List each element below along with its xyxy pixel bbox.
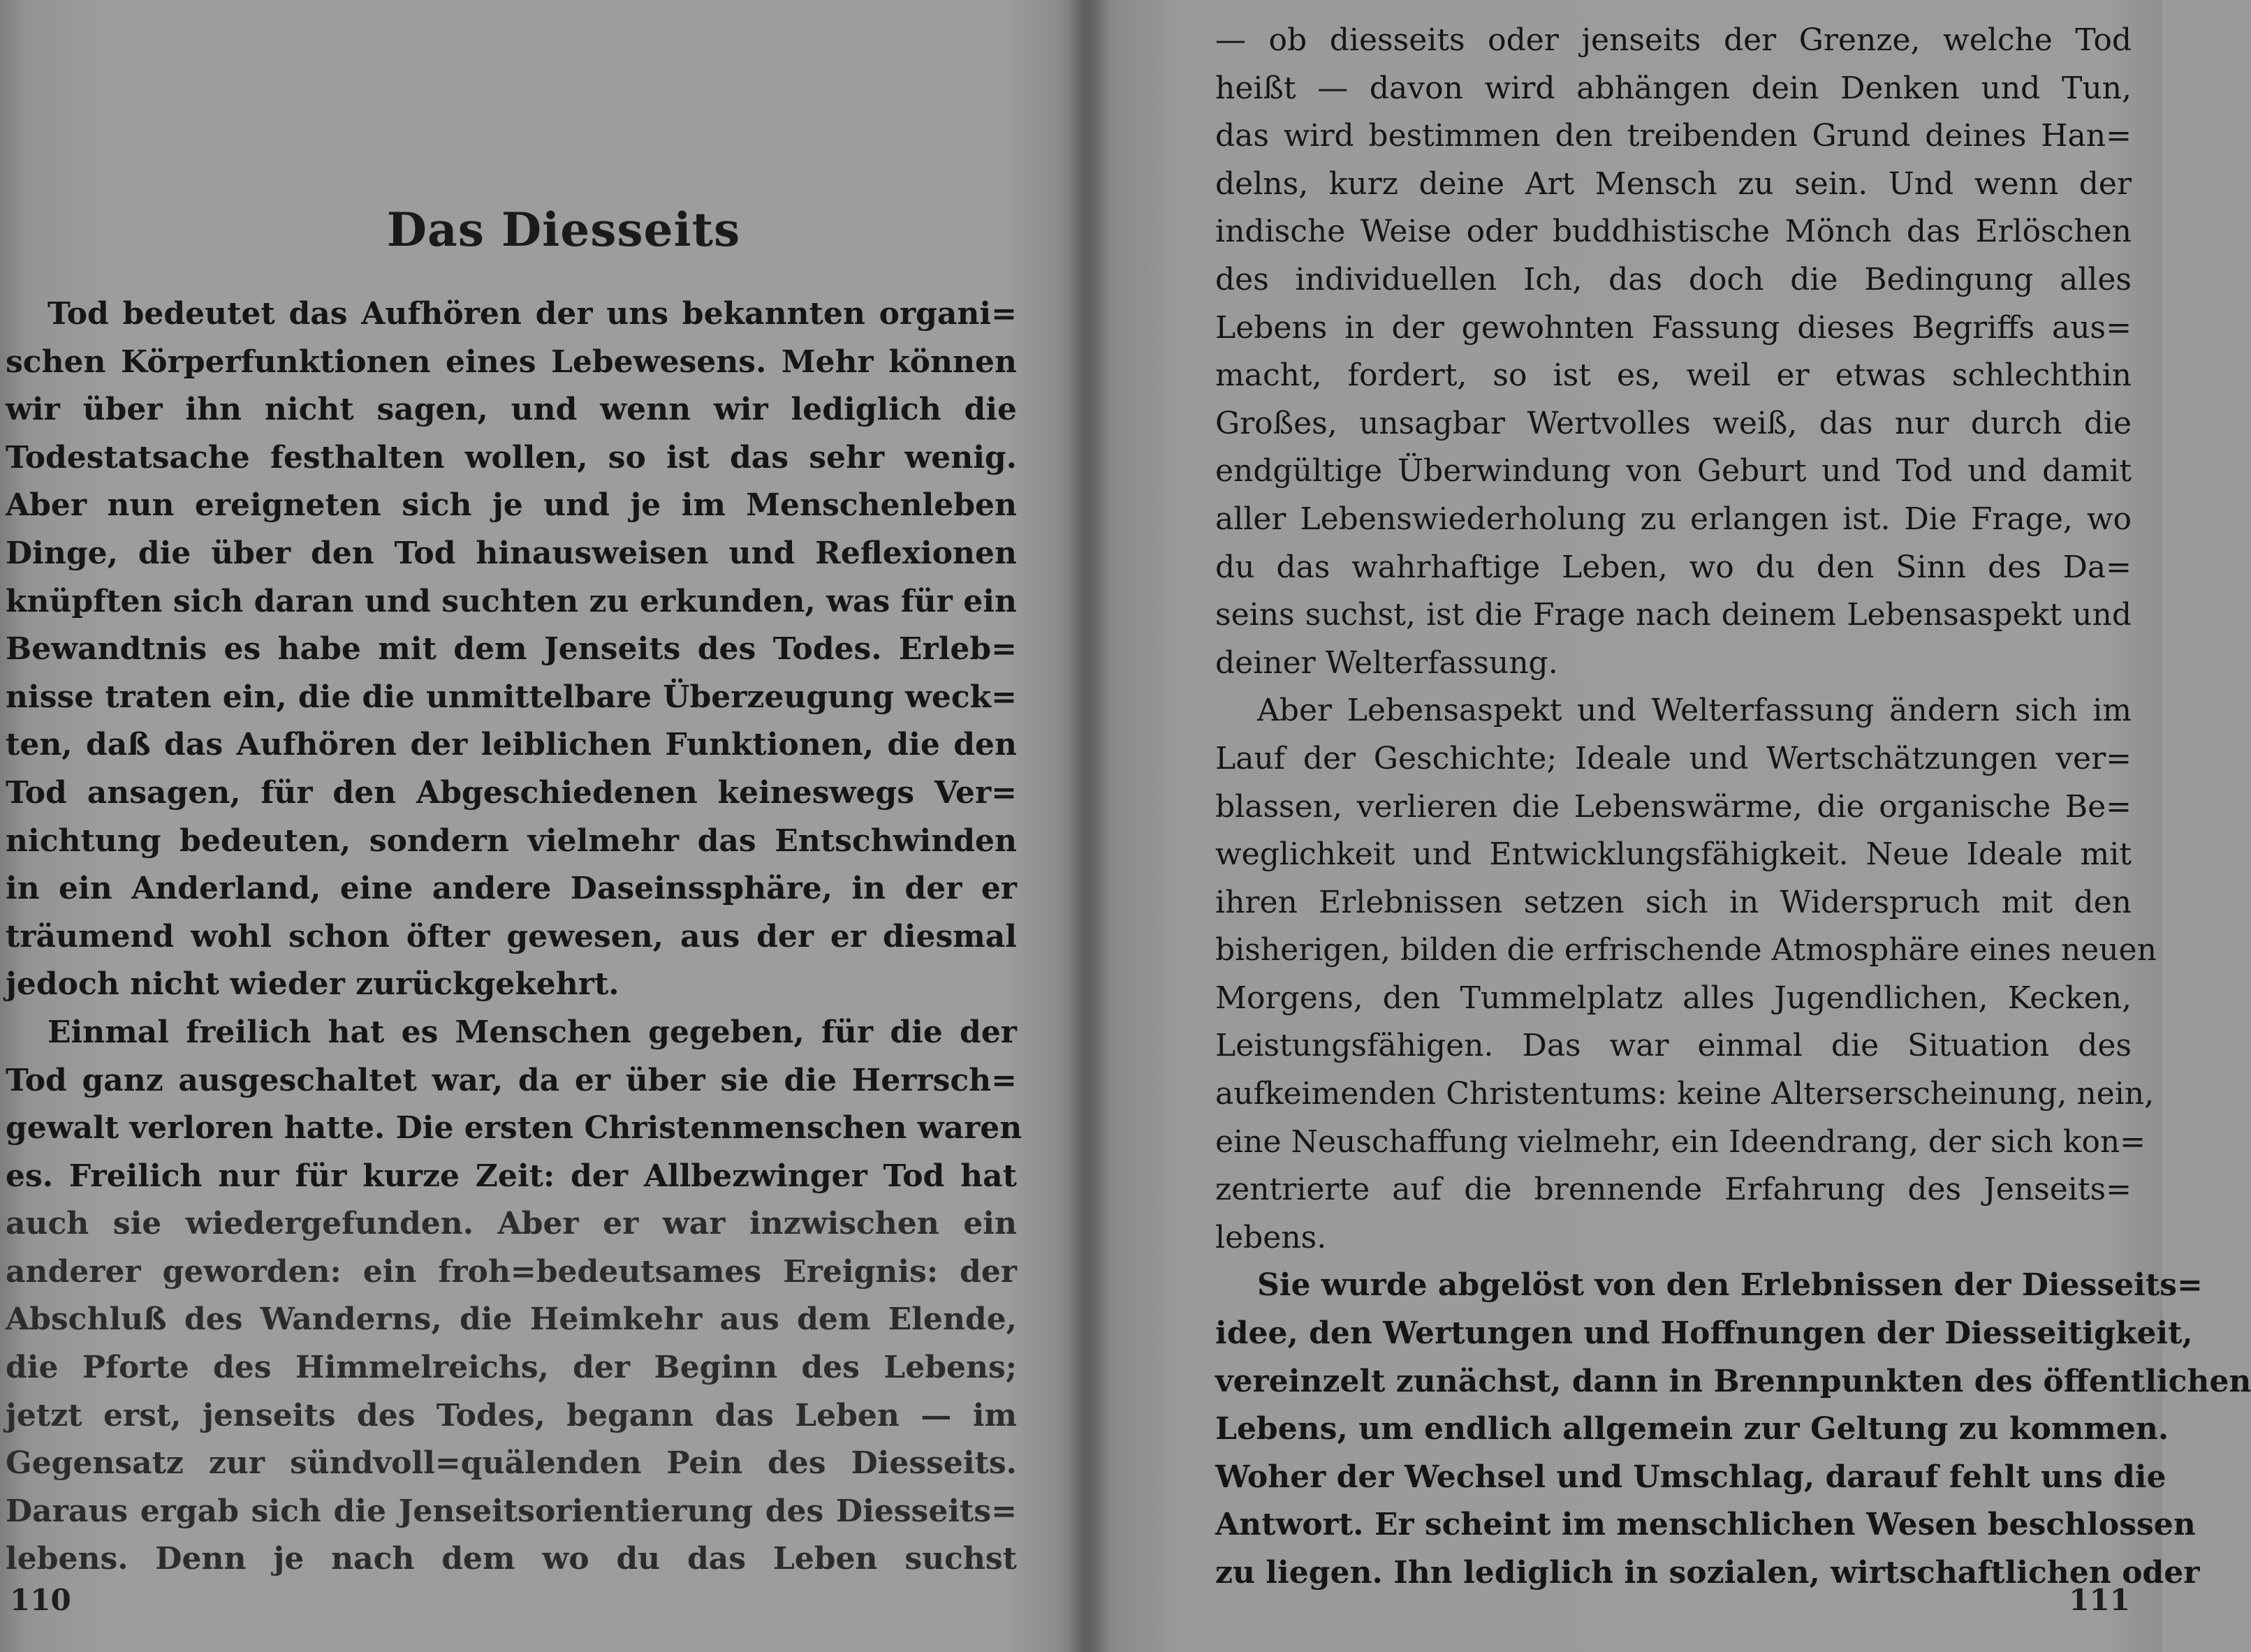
left-page [0,0,1081,1652]
text-line: schen Körperfunktionen eines Lebewesens. Mehr können [6,344,1017,380]
text-line: Morgens, den Tummelplatz alles Jugendlichen, Kecken, [1215,980,2132,1016]
text-line: jedoch nicht wieder zurückgekehrt. [6,966,619,1003]
text-line: aller Lebenswiederholung zu erlangen ist. Die Frage, wo [1215,501,2132,537]
text-line: die Pforte des Himmelreichs, der Beginn des Lebens; [6,1350,1017,1386]
text-line: aufkeimenden Christentums: keine Alterserscheinung, nein, [1215,1076,2155,1112]
text-line: Antwort. Er scheint im menschlichen Wesen beschlossen [1215,1507,2196,1543]
text-line: lebens. Denn je nach dem wo du das Leben suchst [6,1541,1017,1577]
text-line: wir über ihn nicht sagen, und wenn wir lediglich die [6,392,1017,428]
page-number: 110 [10,1583,71,1617]
text-line: endgültige Überwindung von Geburt und Tod und damit [1215,453,2132,489]
right-page-body [1215,17,2251,1598]
text-line: Daraus ergab sich die Jenseitsorientierung des Diesseits= [6,1493,1017,1529]
text-line: Abschluß des Wanderns, die Heimkehr aus dem Elende, [6,1301,1017,1338]
text-line: Tod ansagen, für den Abgeschiedenen keineswegs Ver= [6,774,1017,811]
text-line: ihren Erlebnissen setzen sich in Widerspruch mit den [1215,884,2132,920]
text-line: auch sie wiedergefunden. Aber er war inzwischen ein [6,1206,1017,1242]
text-line: — ob diesseits oder jenseits der Grenze, welche Tod [1215,22,2132,58]
text-line: idee, den Wertungen und Hoffnungen der Diesseitigkeit, [1215,1315,2193,1352]
text-line: eine Neuschaffung vielmehr, ein Ideendrang, der sich kon= [1215,1123,2146,1160]
text-line: Todestatsache festhalten wollen, so ist das sehr wenig. [6,439,1017,475]
text-line: deiner Welterfassung. [1215,644,1558,681]
text-line: nichtung bedeuten, sondern vielmehr das Entschwinden [6,823,1017,859]
text-line: seins suchst, ist die Frage nach deinem Lebensaspekt und [1215,597,2132,633]
text-line: Aber nun ereigneten sich je und je im Menschenleben [6,487,1017,524]
text-line: du das wahrhaftige Leben, wo du den Sinn des Da= [1215,549,2132,585]
text-line: zentrierte auf die brennende Erfahrung des Jenseits= [1215,1172,2132,1208]
text-line: Gegensatz zur sündvoll=quälenden Pein des Diesseits. [6,1445,1017,1482]
text-line: bisherigen, bilden die erfrischende Atmosphäre eines neuen [1215,932,2157,968]
text-line: Lebens, um endlich allgemein zur Geltung zu kommen. [1215,1411,2169,1447]
text-line: anderer geworden: ein froh=bedeutsames Ereignis: der [6,1253,1017,1290]
text-line: Tod bedeutet das Aufhören der uns bekannten organi= [47,296,1017,332]
right-page [1081,0,2251,1652]
text-line: blassen, verlieren die Lebenswärme, die organische Be= [1215,788,2132,825]
text-line: das wird bestimmen den treibenden Grund deines Han= [1215,118,2132,154]
text-line: ten, daß das Aufhören der leiblichen Funktionen, die den [6,727,1017,763]
text-line: gewalt verloren hatte. Die ersten Christenmenschen waren [6,1110,1022,1146]
text-line: in ein Anderland, eine andere Daseinssphäre, in der er [6,871,1017,907]
text-line: Woher der Wechsel und Umschlag, darauf fehlt uns die [1215,1459,2166,1495]
text-line: Lebens in der gewohnten Fassung dieses Begriffs aus= [1215,309,2132,346]
text-line: Lauf der Geschichte; Ideale und Wertschätzungen ver= [1215,740,2132,776]
page-number: 111 [2069,1583,2130,1617]
text-line: Einmal freilich hat es Menschen gegeben, für die der [47,1014,1017,1050]
text-line: Sie wurde abgelöst von den Erlebnissen der Diesseits= [1257,1267,2203,1304]
text-line: Bewandtnis es habe mit dem Jenseits des Todes. Erleb= [6,631,1017,668]
left-page-body [6,290,1022,1584]
text-line: lebens. [1215,1219,1327,1255]
text-line: zu liegen. Ihn lediglich in sozialen, wirtschaftlichen oder [1215,1555,2200,1591]
text-line: jetzt erst, jenseits des Todes, begann das Leben — im [6,1397,1017,1433]
text-line: Leistungsfähigen. Das war einmal die Situation des [1215,1028,2132,1064]
text-line: weglichkeit und Entwicklungsfähigkeit. Neue Ideale mit [1215,836,2132,873]
text-line: des individuellen Ich, das doch die Bedingung alles [1215,261,2132,297]
text-line: heißt — davon wird abhängen dein Denken und Tun, [1215,70,2132,106]
text-line: macht, fordert, so ist es, weil er etwas schlechthin [1215,357,2132,394]
text-line: vereinzelt zunächst, dann in Brennpunkten des öffentlichen [1215,1363,2251,1399]
text-line: delns, kurz deine Art Mensch zu sein. Und wenn der [1215,165,2132,202]
text-line: Tod ganz ausgeschaltet war, da er über sie die Herrsch= [6,1062,1017,1098]
text-line: es. Freilich nur für kurze Zeit: der Allbezwinger Tod hat [6,1158,1017,1194]
text-line: indische Weise oder buddhistische Mönch das Erlöschen [1215,214,2132,250]
text-line: nisse traten ein, die die unmittelbare Überzeugung weck= [6,679,1017,715]
text-line: Großes, unsagbar Wertvolles weiß, das nur durch die [1215,405,2132,441]
text-line: knüpften sich daran und suchten zu erkunden, was für ein [6,583,1017,619]
chapter-title: Das Diesseits [386,202,741,257]
text-line: Aber Lebensaspekt und Welterfassung ändern sich im [1257,693,2132,729]
text-line: Dinge, die über den Tod hinausweisen und Reflexionen [6,535,1017,571]
text-line: träumend wohl schon öfter gewesen, aus der er diesmal [6,918,1017,954]
